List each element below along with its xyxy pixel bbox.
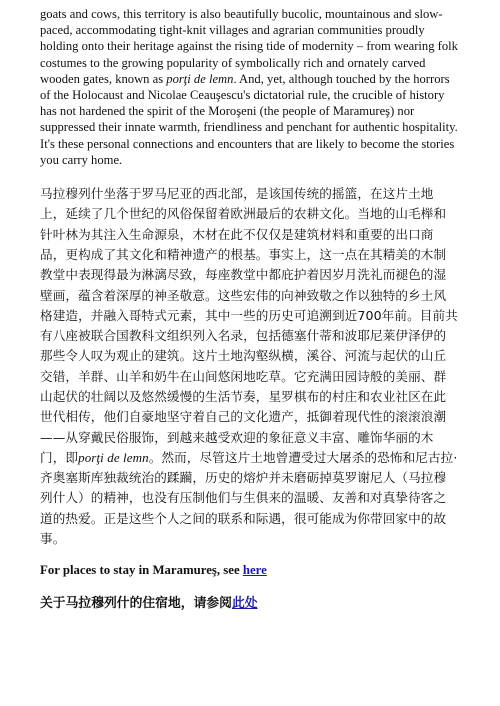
stay-chinese-line — [40, 592, 458, 611]
stay-english-label: For places to stay in Maramureş, see — [40, 563, 243, 578]
english-text-part2: . And, yet, although touched by the horrors of the Holocaust and Nicolae Ceauşescu's dictatorial rule, the crucible of history has not hardened the spirit of the Moroşeni (the people of Maramureş) nor suppressed their innate warmth, friendliness and penchant for authentic hospitality. It's these personal connections and encounters that are likely to become the stories you carry home. — [40, 71, 458, 167]
english-text-part1: goats and cows, this territory is also beautifully bucolic, mountainous and slow-paced, accommodating tight-knit villages and agrarian communities proudly holding onto their heritage against the rising tide of modernity – from wearing folk costumes to the growing popularity of symbolically rich and ornately carved wooden gates, known as — [40, 7, 458, 86]
stay-chinese-label: 关于马拉穆列什的住宿地，请参阅 — [40, 596, 232, 612]
stay-english-link[interactable]: here — [242, 563, 267, 578]
english-italic-term: porţi de lemn — [166, 71, 234, 86]
chinese-paragraph — [40, 184, 458, 549]
chinese-text-part2: 。然而，尽管这片土地曾遭受过大屠杀的恐怖和尼古拉·齐奥塞斯库独裁统治的蹂躏，历史的熔炉并未磨砺掉莫罗谢尼人（马拉穆列什人）的精神，也没有压制他们与生俱来的温暖、友善和对真挚待客之道的热爱。正是这些个人之间的联系和际遇，很可能成为你带回家中的故事。 — [40, 449, 458, 547]
english-paragraph — [40, 6, 458, 168]
chinese-text-part1: 马拉穆列什坐落于罗马尼亚的西北部，是该国传统的摇篮，在这片土地上，延续了几个世纪的风俗保留着欧洲最后的农耕文化。当地的山毛榉和针叶林为其注入生命源泉，木材在此不仅仅是建筑材料和重要的出口商品，更构成了其文化和精神遗产的根基。事实上，这一点在其精美的木制教堂中表现得最为淋漓尽致，每座教堂中都庇护着因岁月洗礼而褪色的湿壁画，蕴含着深厚的神圣敬意。这些宏伟的向神致敬之作以独特的乡土风格建造，并融入哥特式元素，其中一些的历史可追溯到近700年前。目前共有八座被联合国教科文组织列入名录，包括德塞什蒂和波耶尼莱伊泽伊的那些令人叹为观止的建筑。这片土地沟壑纵横，溪谷、河流与起伏的山丘交错，羊群、山羊和奶牛在山间悠闲地吃草。它充满田园诗般的美丽、群山起伏的壮阔以及悠然缓慢的生活节奏，星罗棋布的村庄和农业社区在此世代相传，他们自豪地坚守着自己的文化遗产，抵御着现代性的滚滚浪潮——从穿戴民俗服饰，到越来越受欢迎的象征意义丰富、雕饰华丽的木门，即 — [40, 186, 458, 465]
chinese-italic-term: porţi de lemn — [78, 449, 149, 465]
stay-chinese-link[interactable]: 此处 — [231, 596, 258, 612]
stay-english-line — [40, 563, 458, 578]
